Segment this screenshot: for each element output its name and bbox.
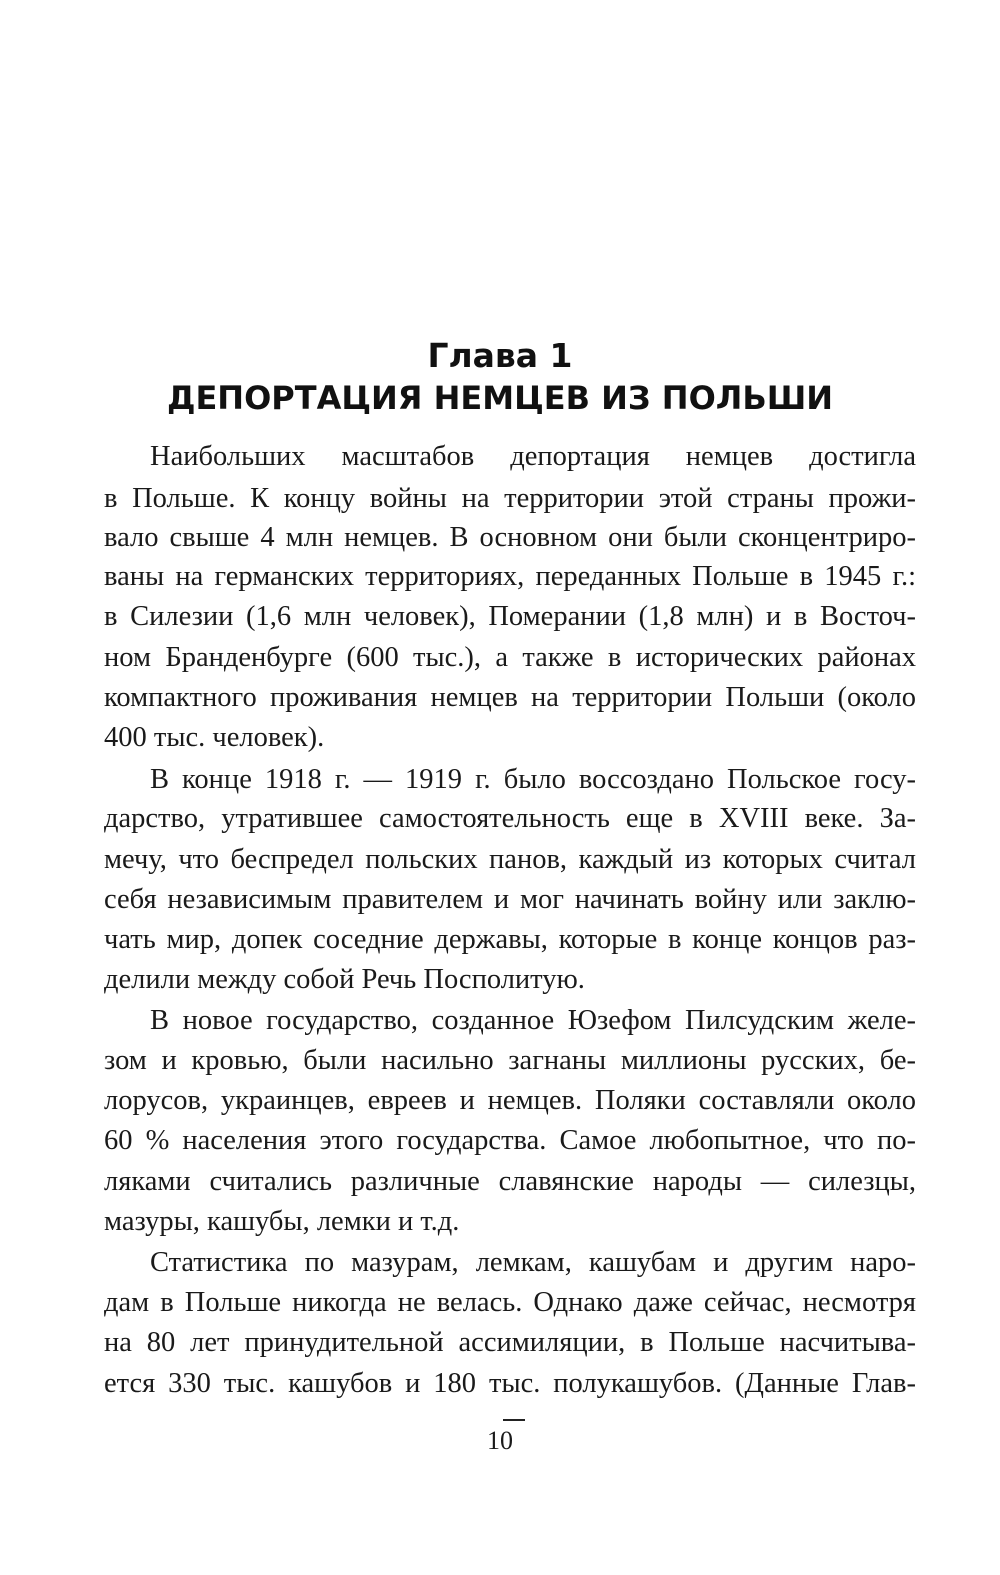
chapter-label: Глава 1 [427,336,573,375]
text-line: Наибольших масштабов депортация немцев достигла [150,441,916,472]
text-line: 400 тыс. человек). [104,722,325,753]
text-line: в Силезии (1,6 млн человек), Померании (1,8 млн) и в Восточ- [104,601,916,632]
text-line: компактного проживания немцев на территории Польши (около [104,682,916,713]
text-line: в Польше. К концу войны на территории этой страны прожи- [104,483,916,514]
page-number-rule [503,1419,525,1421]
text-line: дарство, утратившее самостоятельность еще в XVIII веке. За- [104,803,916,834]
text-line: вало свыше 4 млн немцев. В основном они были сконцентриро- [104,522,916,553]
text-line: лорусов, украинцев, евреев и немцев. Поляки составляли около [104,1085,916,1116]
text-line: ном Бранденбурге (600 тыс.), а также в исторических районах [104,642,916,673]
text-line: ваны на германских территориях, переданных Польше в 1945 г.: [104,561,916,592]
text-line: ется 330 тыс. кашубов и 180 тыс. полукашубов. (Данные Глав- [104,1368,916,1399]
text-line: В новое государство, созданное Юзефом Пилсудским желе- [150,1005,916,1036]
text-line: ляками считались различные славянские народы — силезцы, [104,1166,916,1197]
text-line: делили между собой Речь Посполитую. [104,964,585,995]
text-line: Статистика по мазурам, лемкам, кашубам и другим наро- [150,1247,916,1278]
text-line: В конце 1918 г. — 1919 г. было воссоздано Польское госу- [150,764,916,795]
text-line: себя независимым правителем и мог начинать войну или заклю- [104,884,916,915]
chapter-title: ДЕПОРТАЦИЯ НЕМЦЕВ ИЗ ПОЛЬШИ [166,379,834,417]
text-line: чать мир, допек соседние державы, которые в конце концов раз- [104,924,916,955]
page-number: 10 [487,1426,513,1455]
text-line: 60 % населения этого государства. Самое любопытное, что по- [104,1125,916,1156]
text-line: на 80 лет принудительной ассимиляции, в Польше насчитыва- [104,1327,916,1358]
text-line: дам в Польше никогда не велась. Однако даже сейчас, несмотря [104,1287,916,1318]
text-line: зом и кровью, были насильно загнаны миллионы русских, бе- [104,1045,916,1076]
text-line: мазуры, кашубы, лемки и т.д. [104,1206,460,1237]
text-line: мечу, что беспредел польских панов, каждый из которых считал [104,844,916,875]
